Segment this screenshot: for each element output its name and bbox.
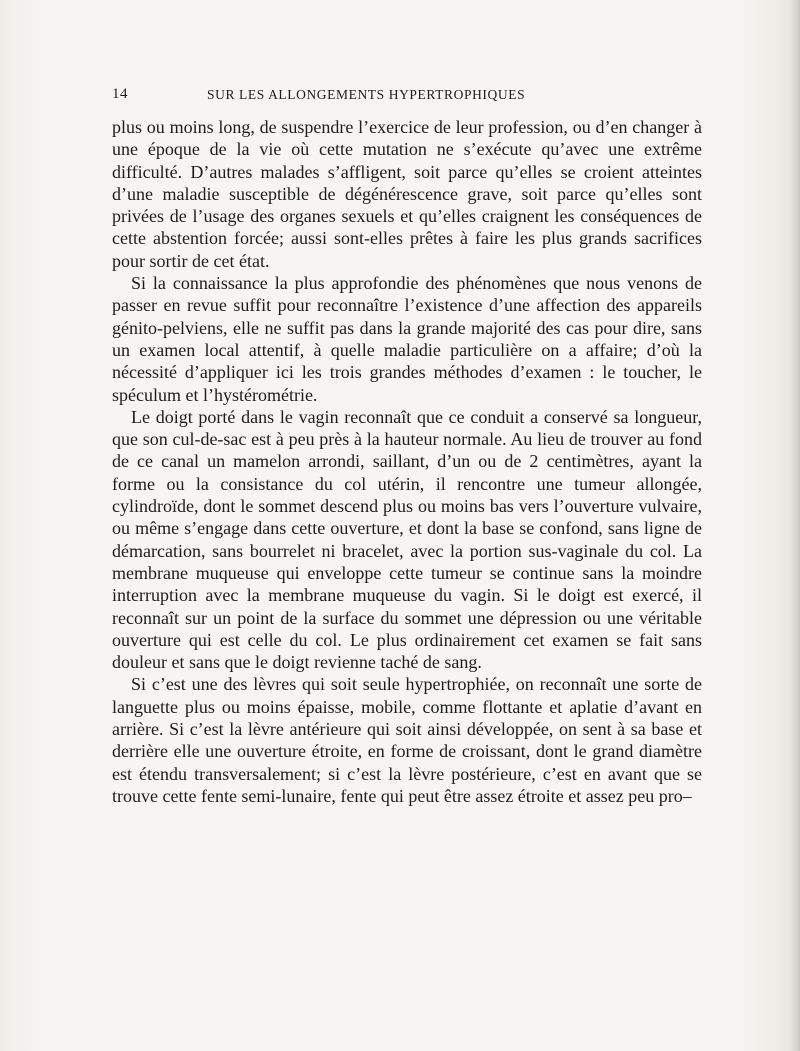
page-binding-shadow (790, 0, 800, 1051)
page-header (112, 86, 702, 108)
running-title: SUR LES ALLONGEMENTS HYPERTROPHIQUES (207, 87, 526, 102)
body-text (112, 116, 702, 807)
page-number: 14 (112, 86, 128, 102)
paragraph: Le doigt porté dans le vagin reconnaît que ce conduit a conservé sa longueur, que son cul-de-sac est à peu près à la hauteur normale. Au lieu de trouver au fond de ce canal un mamelon arrondi, saillant, d’un ou de 2 centimètres, ayant la forme ou la consistance du col utérin, il rencontre une tumeur allongée, cylindroïde, dont le sommet descend plus ou moins bas vers l’ouverture vulvaire, ou même s’engage dans cette ouverture, et dont la base se confond, sans ligne de démarcation, sans bourrelet ni bracelet, avec la portion sus-vaginale du col. La membrane muqueuse qui enveloppe cette tumeur se continue sans la moindre interruption avec la membrane muqueuse du vagin. Si le doigt est exercé, il reconnaît sur un point de la surface du sommet une dépression ou une véritable ouverture qui est celle du col. Le plus ordinairement cet examen se fait sans douleur et sans que le doigt revienne taché de sang. (112, 406, 702, 673)
paragraph: Si la connaissance la plus approfondie des phénomènes que nous venons de passer en revue suffit pour reconnaître l’existence d’une affection des appareils génito-pelviens, elle ne suffit pas dans la grande majorité des cas pour dire, sans un examen local attentif, à quelle maladie particulière on a affaire; d’où la nécessité d’appliquer ici les trois grandes méthodes d’examen : le toucher, le spéculum et l’hystérométrie. (112, 273, 702, 405)
paragraph: Si c’est une des lèvres qui soit seule hypertrophiée, on reconnaît une sorte de languette plus ou moins épaisse, mobile, comme flottante et aplatie d’avant en arrière. Si c’est la lèvre antérieure qui soit ainsi développée, on sent à sa base et derrière elle une ouverture étroite, en forme de croissant, dont le grand diamètre est étendu transversalement; si c’est la lèvre postérieure, c’est en avant que se trouve cette fente semi-lunaire, fente qui peut être assez étroite et assez peu pro– (112, 674, 702, 806)
paragraph: plus ou moins long, de suspendre l’exercice de leur profession, ou d’en changer à une époque de la vie où cette mutation ne s’exécute qu’avec une extrême difficulté. D’autres malades s’affligent, soit parce qu’elles se croient atteintes d’une maladie susceptible de dégénérescence grave, soit parce qu’elles sont privées de l’usage des organes sexuels et qu’elles craignent les conséquences de cette abstention forcée; aussi sont-elles prêtes à faire les plus grands sacrifices pour sortir de cet état. (112, 117, 702, 271)
